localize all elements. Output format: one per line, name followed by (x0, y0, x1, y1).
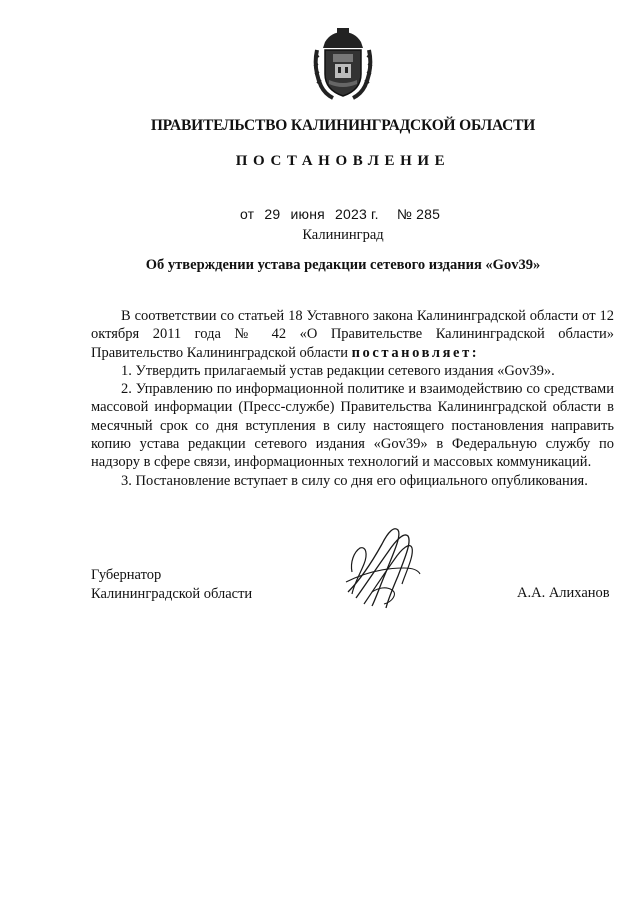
position-line-2: Калининградской области (91, 586, 253, 602)
city: Калининград (302, 227, 384, 243)
document-subject: Об утверждении устава редакции сетевого издания «Gov39» (145, 257, 541, 273)
position-line-1: Губернатор (91, 567, 162, 583)
item-3: 3. Постановление вступает в силу со дня его официального опубликования. (121, 472, 588, 489)
signatory-name: А.А. Алиханов (517, 585, 610, 601)
document-type: ПОСТАНОВЛЕНИЕ (235, 153, 451, 169)
document-number: № 285 (396, 206, 441, 222)
document-body (91, 307, 614, 490)
signature-icon (342, 522, 424, 610)
date-month: июня (290, 206, 325, 222)
date-day: 29 (264, 206, 281, 222)
date-prefix: от (240, 206, 255, 222)
government-title: ПРАВИТЕЛЬСТВО КАЛИНИНГРАДСКОЙ ОБЛАСТИ (150, 117, 536, 134)
coat-of-arms-icon (311, 28, 375, 100)
date-number-line (240, 206, 440, 222)
intro-text: В соответствии со статьей 18 Уставного закона Калининградской области от 12 октября 2011 года № 42 «О Правительстве Калининградской области» Правительство Калининградской области (91, 308, 614, 361)
decree-word: постановляет: (351, 344, 480, 361)
item-2: 2. Управлению по информационной политике и взаимодействию со средствами массовой информации (Пресс-службе) Правительства Калининградской области в месячный срок со дня вступления в силу настоящего постановления направить копию устава редакции сетевого издания «Gov39» в Федеральную службу по надзору в сфере связи, информационных технологий и массовых коммуникаций. (91, 381, 614, 471)
item-1: 1. Утвердить прилагаемый устав редакции сетевого издания «Gov39». (121, 362, 555, 379)
date-year: 2023 г. (335, 206, 379, 222)
intro-paragraph (91, 307, 614, 362)
signatory-position (91, 566, 252, 604)
